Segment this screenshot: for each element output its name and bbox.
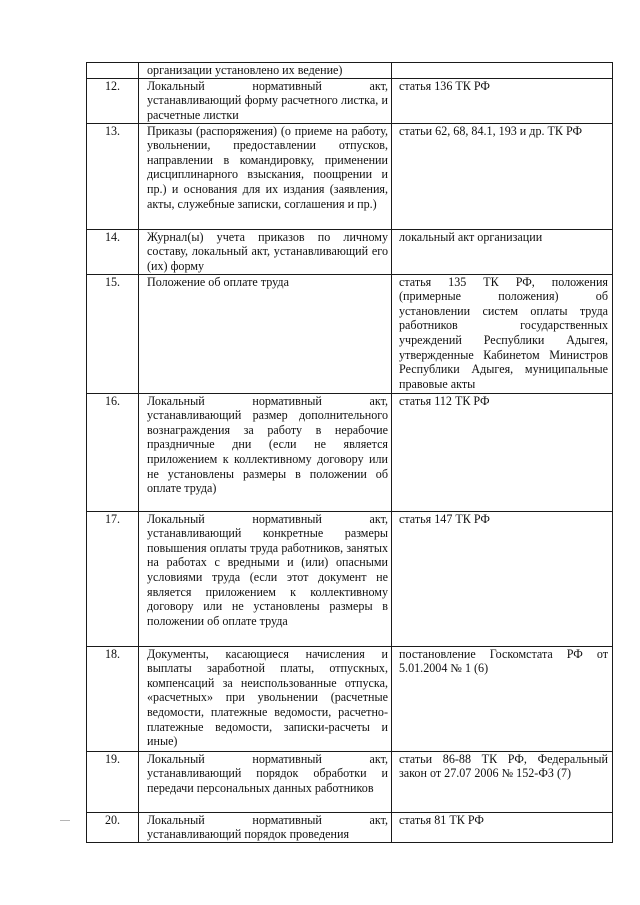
legal-basis-cell: локальный акт организации (392, 229, 613, 274)
document-cell: Локальный нормативный акт, устанавливающий порядок проведения (139, 812, 392, 842)
legal-basis-cell (392, 63, 613, 79)
row-number: 12. (87, 78, 139, 123)
margin-mark (60, 820, 70, 821)
table-row (87, 393, 613, 511)
document-cell: Локальный нормативный акт, устанавливающий размер дополнительного вознаграждения за работу в нерабочие праздничные дни (если не является приложением к коллективному договору или не установлены размеры в положении об оплате труда) (139, 393, 392, 511)
legal-basis-cell: постановление Госкомстата РФ от 5.01.2004 № 1 (6) (392, 646, 613, 751)
row-number: 18. (87, 646, 139, 751)
table-row (87, 812, 613, 842)
document-cell: Приказы (распоряжения) (о приеме на работу, увольнении, предоставлении отпусков, направлении в командировку, применении дисциплинарного взыскания, поощрении и пр.) и основания для их издания (заявления, акты, служебные записки, соглашения и пр.) (139, 123, 392, 229)
document-cell: Положение об оплате труда (139, 274, 392, 393)
document-table (86, 62, 613, 843)
document-cell: Документы, касающиеся начисления и выплаты заработной платы, отпускных, компенсаций за неиспользованные отпуска, «расчетных» при увольнении (расчетные ведомости, платежные ведомости, расчетно-платежные ведомости, записки-расчеты и иные) (139, 646, 392, 751)
legal-basis-cell: статья 135 ТК РФ, положения (примерные положения) об установлении систем оплаты труда работников государственных учреждений Республики Адыгея, утвержденные Кабинетом Министров Республики Адыгея, муниципальные правовые акты (392, 274, 613, 393)
document-cell: Локальный нормативный акт, устанавливающий порядок обработки и передачи персональных данных работников (139, 751, 392, 812)
table-row (87, 751, 613, 812)
table-row (87, 63, 613, 79)
legal-basis-cell: статья 147 ТК РФ (392, 511, 613, 646)
legal-basis-cell: статья 81 ТК РФ (392, 812, 613, 842)
table-row (87, 511, 613, 646)
row-number: 14. (87, 229, 139, 274)
table-row (87, 123, 613, 229)
legal-basis-cell: статьи 62, 68, 84.1, 193 и др. ТК РФ (392, 123, 613, 229)
table-row (87, 646, 613, 751)
row-number: 16. (87, 393, 139, 511)
row-number: 17. (87, 511, 139, 646)
table-row (87, 78, 613, 123)
table-row (87, 274, 613, 393)
row-number: 13. (87, 123, 139, 229)
row-number (87, 63, 139, 79)
legal-basis-cell: статья 112 ТК РФ (392, 393, 613, 511)
row-number: 19. (87, 751, 139, 812)
document-cell: Локальный нормативный акт, устанавливающий форму расчетного листка, и расчетные листки (139, 78, 392, 123)
table-row (87, 229, 613, 274)
document-cell: организации установлено их ведение) (139, 63, 392, 79)
legal-basis-cell: статьи 86-88 ТК РФ, Федеральный закон от 27.07 2006 № 152-ФЗ (7) (392, 751, 613, 812)
legal-basis-cell: статья 136 ТК РФ (392, 78, 613, 123)
document-cell: Журнал(ы) учета приказов по личному составу, локальный акт, устанавливающий его (их) форму (139, 229, 392, 274)
document-cell: Локальный нормативный акт, устанавливающий конкретные размеры повышения оплаты труда работников, занятых на работах с вредными и (или) опасными условиями труда (если этот документ не является приложением к коллективному договору или не установлены размеры в положении об оплате труда (139, 511, 392, 646)
row-number: 20. (87, 812, 139, 842)
row-number: 15. (87, 274, 139, 393)
